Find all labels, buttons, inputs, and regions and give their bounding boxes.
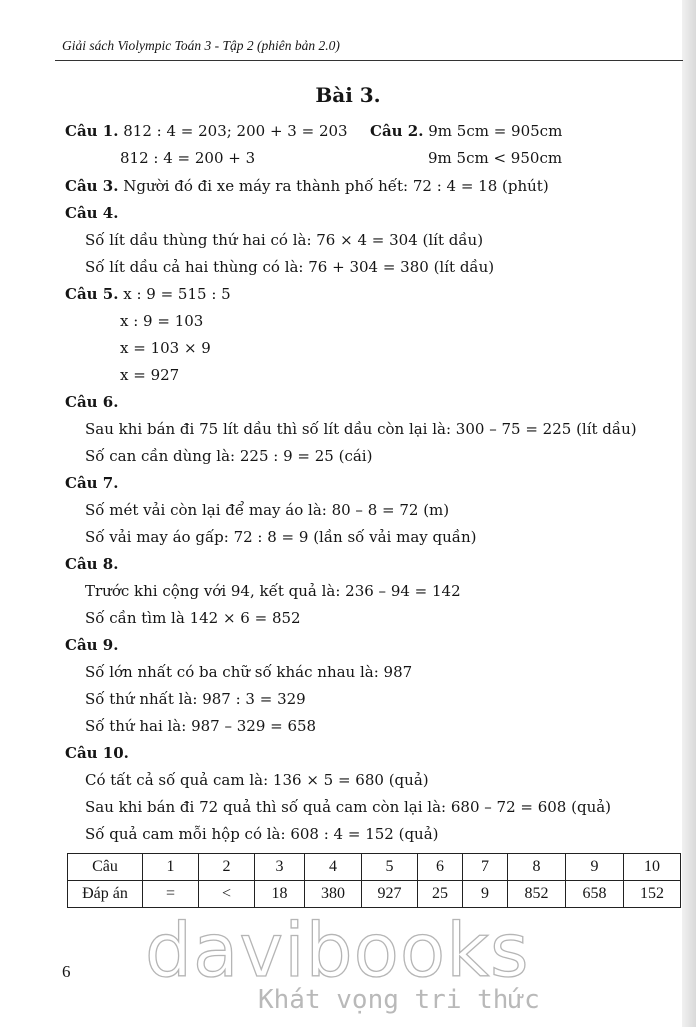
cau7-label: Câu 7. (65, 474, 119, 492)
table-cell: 9 (463, 881, 508, 908)
table-cell: 8 (508, 854, 566, 881)
cau6-line1: Sau khi bán đi 75 lít dầu thì số lít dầu còn lại là: 300 – 75 = 225 (lít dầu) (85, 420, 637, 438)
cau7-line2: Số vải may áo gấp: 72 : 8 = 9 (lần số vải may quần) (85, 528, 477, 546)
cau4-label: Câu 4. (65, 204, 119, 222)
cau10-line2: Sau khi bán đi 72 quả thì số quả cam còn lại là: 680 – 72 = 608 (quả) (85, 798, 612, 816)
answer-table (67, 853, 681, 908)
table-cell: 380 (305, 881, 362, 908)
table-cell: 3 (255, 854, 305, 881)
table-row-answers (68, 881, 681, 908)
cau10-label: Câu 10. (65, 744, 129, 762)
table-cell: 6 (418, 854, 463, 881)
cau5-line3: x = 103 × 9 (120, 339, 211, 357)
cau6-line2: Số can cần dùng là: 225 : 9 = 25 (cái) (85, 447, 373, 465)
table-cell: 18 (255, 881, 305, 908)
watermark-slogan: Khát vọng tri thức (258, 985, 540, 1015)
table-header-cell: Đáp án (68, 881, 143, 908)
table-cell: 9 (566, 854, 624, 881)
page-edge-shadow (682, 0, 696, 1027)
cau2-label: Câu 2. (370, 122, 424, 140)
table-cell: 5 (362, 854, 418, 881)
cau4-line2: Số lít dầu cả hai thùng có là: 76 + 304 = 380 (lít dầu) (85, 258, 495, 276)
cau8-line1: Trước khi cộng với 94, kết quả là: 236 – 94 = 142 (85, 582, 461, 600)
cau1-line2: 812 : 4 = 200 + 3 (120, 149, 256, 167)
cau5-line1 (65, 285, 231, 303)
cau1-line1 (65, 122, 348, 140)
cau1-text1: 812 : 4 = 203; 200 + 3 = 203 (123, 122, 348, 140)
cau8-label: Câu 8. (65, 555, 119, 573)
cau1-label: Câu 1. (65, 122, 119, 140)
cau2-text1: 9m 5cm = 905cm (428, 122, 563, 140)
cau8-line2: Số cần tìm là 142 × 6 = 852 (85, 609, 301, 627)
page-number: 6 (62, 962, 71, 981)
table-cell: 25 (418, 881, 463, 908)
cau9-line3: Số thứ hai là: 987 – 329 = 658 (85, 717, 317, 735)
table-cell: = (143, 881, 199, 908)
table-cell: 1 (143, 854, 199, 881)
table-cell: < (199, 881, 255, 908)
cau5-first: x : 9 = 515 : 5 (123, 285, 231, 303)
cau3-label: Câu 3. (65, 177, 119, 195)
cau9-label: Câu 9. (65, 636, 119, 654)
watermark-brand: davibooks (145, 908, 530, 994)
table-header-cell: Câu (68, 854, 143, 881)
table-cell: 152 (624, 881, 681, 908)
cau6-label: Câu 6. (65, 393, 119, 411)
cau5-line2: x : 9 = 103 (120, 312, 204, 330)
table-cell: 927 (362, 881, 418, 908)
cau10-line3: Số quả cam mỗi hộp có là: 608 : 4 = 152 (quả) (85, 825, 439, 843)
cau2-line1 (370, 122, 562, 140)
cau10-line1: Có tất cả số quả cam là: 136 × 5 = 680 (quả) (85, 771, 429, 789)
cau4-line1: Số lít dầu thùng thứ hai có là: 76 × 4 = 304 (lít dầu) (85, 231, 484, 249)
table-cell: 852 (508, 881, 566, 908)
cau5-label: Câu 5. (65, 285, 119, 303)
cau2-line2: 9m 5cm < 950cm (428, 149, 563, 167)
table-cell: 4 (305, 854, 362, 881)
section-title: Bài 3. (315, 83, 381, 107)
table-cell: 658 (566, 881, 624, 908)
cau7-line1: Số mét vải còn lại để may áo là: 80 – 8 = 72 (m) (85, 501, 450, 519)
cau3-text: Người đó đi xe máy ra thành phố hết: 72 : 4 = 18 (phút) (123, 177, 549, 195)
table-cell: 7 (463, 854, 508, 881)
table-cell: 10 (624, 854, 681, 881)
cau5-line4: x = 927 (120, 366, 180, 384)
cau3-line (65, 177, 549, 195)
running-header: Giải sách Violympic Toán 3 - Tập 2 (phiên bản 2.0) (62, 38, 340, 53)
table-row-questions (68, 854, 681, 881)
table-cell: 2 (199, 854, 255, 881)
cau9-line2: Số thứ nhất là: 987 : 3 = 329 (85, 690, 306, 708)
cau9-line1: Số lớn nhất có ba chữ số khác nhau là: 987 (85, 663, 413, 681)
header-rule (55, 60, 683, 61)
